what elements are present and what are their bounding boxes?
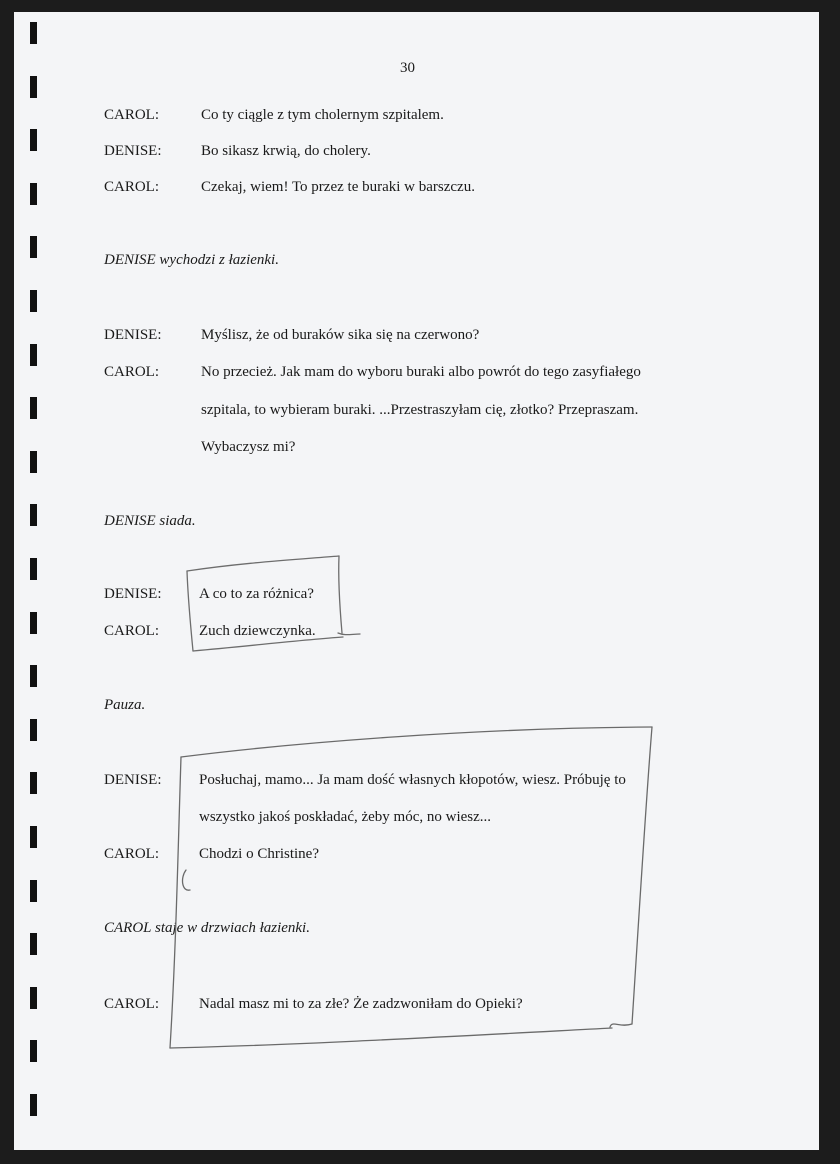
binding-hole bbox=[30, 826, 37, 848]
binding-hole bbox=[30, 236, 37, 258]
spiral-binding bbox=[30, 0, 40, 1164]
dialogue-text: wszystko jakoś poskładać, żeby móc, no wiesz... bbox=[199, 809, 492, 825]
speaker-label: DENISE: bbox=[104, 772, 162, 788]
speaker-label: CAROL: bbox=[104, 623, 160, 639]
binding-hole bbox=[30, 1040, 37, 1062]
speaker-label: CAROL: bbox=[104, 364, 160, 380]
binding-hole bbox=[30, 880, 37, 902]
dialogue-text: Co ty ciągle z tym cholernym szpitalem. bbox=[201, 107, 444, 123]
binding-hole bbox=[30, 558, 37, 580]
dialogue-text: szpitala, to wybieram buraki. ...Przestraszyłam cię, złotko? Przepraszam. bbox=[201, 402, 639, 418]
dialogue-text: Posłuchaj, mamo... Ja mam dość własnych kłopotów, wiesz. Próbuję to bbox=[199, 772, 626, 788]
binding-hole bbox=[30, 290, 37, 312]
dialogue-text: Zuch dziewczynka. bbox=[199, 623, 316, 639]
binding-hole bbox=[30, 772, 37, 794]
binding-hole bbox=[30, 987, 37, 1009]
binding-hole bbox=[30, 76, 37, 98]
binding-hole bbox=[30, 719, 37, 741]
speaker-label: DENISE: bbox=[104, 327, 162, 343]
speaker-label: DENISE: bbox=[104, 586, 162, 602]
speaker-label: CAROL: bbox=[104, 846, 160, 862]
stage-direction: Pauza. bbox=[104, 697, 146, 713]
dialogue-text: Bo sikasz krwią, do cholery. bbox=[201, 143, 371, 159]
binding-hole bbox=[30, 22, 37, 44]
speaker-label: DENISE: bbox=[104, 143, 162, 159]
binding-hole bbox=[30, 183, 37, 205]
dialogue-text: Chodzi o Christine? bbox=[199, 846, 319, 862]
dialogue-text: A co to za różnica? bbox=[199, 586, 314, 602]
binding-hole bbox=[30, 129, 37, 151]
dialogue-text: Nadal masz mi to za złe? Że zadzwoniłam do Opieki? bbox=[199, 996, 523, 1012]
binding-hole bbox=[30, 612, 37, 634]
page-number: 30 bbox=[400, 60, 415, 76]
stage-direction: DENISE siada. bbox=[104, 513, 196, 529]
speaker-label: CAROL: bbox=[104, 107, 160, 123]
dialogue-text: No przecież. Jak mam do wyboru buraki albo powrót do tego zasyfiałego bbox=[201, 364, 641, 380]
dialogue-text: Wybaczysz mi? bbox=[201, 439, 296, 455]
stage-direction: DENISE wychodzi z łazienki. bbox=[104, 252, 279, 268]
dialogue-text: Myślisz, że od buraków sika się na czerwono? bbox=[201, 327, 480, 343]
stage-direction: CAROL staje w drzwiach łazienki. bbox=[104, 920, 310, 936]
binding-hole bbox=[30, 397, 37, 419]
binding-hole bbox=[30, 451, 37, 473]
binding-hole bbox=[30, 504, 37, 526]
binding-hole bbox=[30, 344, 37, 366]
binding-hole bbox=[30, 1094, 37, 1116]
binding-hole bbox=[30, 665, 37, 687]
speaker-label: CAROL: bbox=[104, 179, 160, 195]
speaker-label: CAROL: bbox=[104, 996, 160, 1012]
dialogue-text: Czekaj, wiem! To przez te buraki w barszczu. bbox=[201, 179, 475, 195]
binding-hole bbox=[30, 933, 37, 955]
